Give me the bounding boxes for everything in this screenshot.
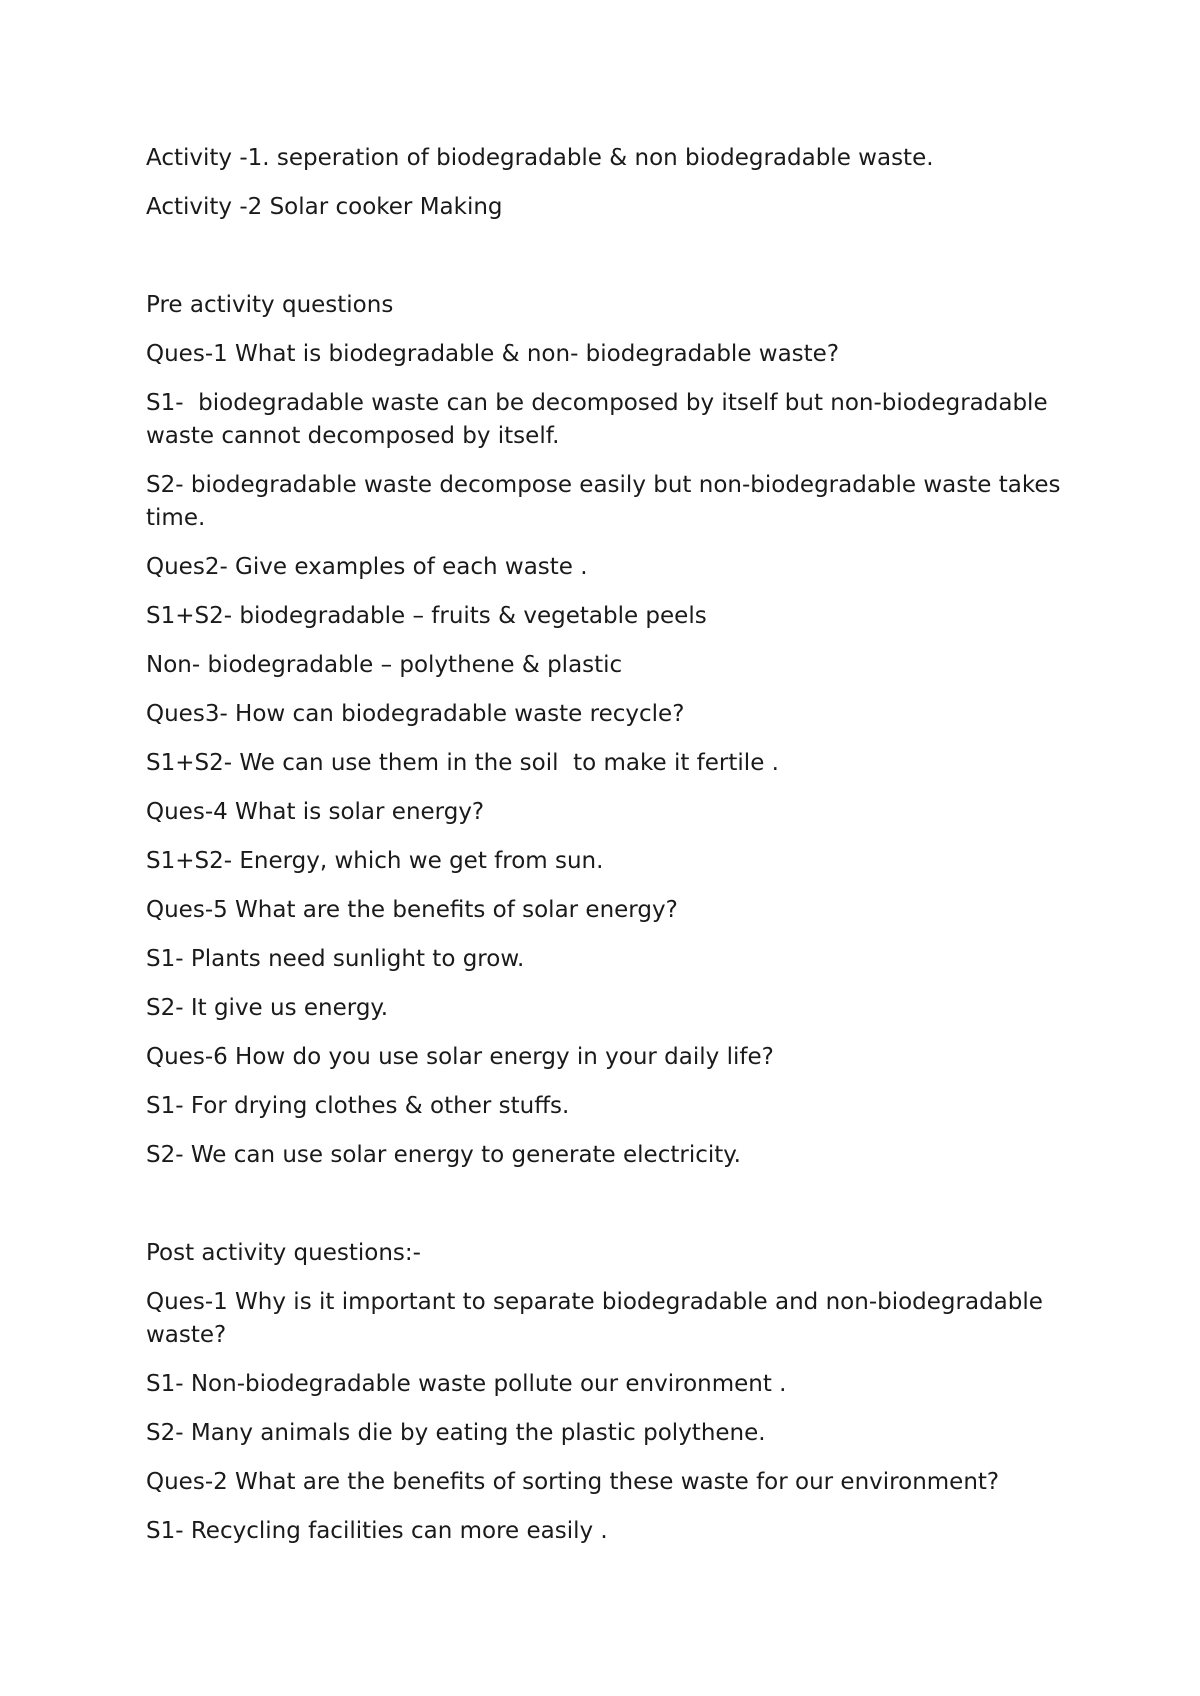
activity-1: Activity -1. seperation of biodegradable & non biodegradable waste. <box>146 145 934 171</box>
pre-q4-s1s2: S1+S2- Energy, which we get from sun. <box>146 848 604 874</box>
pre-q4: Ques-4 What is solar energy? <box>146 799 485 825</box>
pre-q5-s1: S1- Plants need sunlight to grow. <box>146 946 525 972</box>
post-activity-heading: Post activity questions:- <box>146 1240 421 1266</box>
post-q1: Ques-1 Why is it important to separate biodegradable and non-biodegradable waste? <box>146 1289 1051 1348</box>
pre-q2-non-bio: Non- biodegradable – polythene & plastic <box>146 652 623 678</box>
pre-q3-s1s2: S1+S2- We can use them in the soil to make it fertile . <box>146 750 779 776</box>
pre-activity-heading: Pre activity questions <box>146 292 394 318</box>
post-q2: Ques-2 What are the benefits of sorting these waste for our environment? <box>146 1469 1000 1495</box>
pre-q1: Ques-1 What is biodegradable & non- biodegradable waste? <box>146 341 840 367</box>
pre-q6: Ques-6 How do you use solar energy in your daily life? <box>146 1044 774 1070</box>
post-q2-s1: S1- Recycling facilities can more easily . <box>146 1518 608 1544</box>
pre-q5-s2: S2- It give us energy. <box>146 995 389 1021</box>
pre-q6-s1: S1- For drying clothes & other stuffs. <box>146 1093 570 1119</box>
pre-q2-s1s2: S1+S2- biodegradable – fruits & vegetable peels <box>146 603 707 629</box>
post-q1-s1: S1- Non-biodegradable waste pollute our environment . <box>146 1371 787 1397</box>
spacer <box>146 240 1076 289</box>
pre-q1-s2: S2- biodegradable waste decompose easily but non-biodegradable waste takes time. <box>146 472 1068 531</box>
pre-q6-s2: S2- We can use solar energy to generate electricity. <box>146 1142 741 1168</box>
pre-q2: Ques2- Give examples of each waste . <box>146 554 588 580</box>
pre-q5: Ques-5 What are the benefits of solar energy? <box>146 897 678 923</box>
spacer <box>146 1188 1076 1237</box>
pre-q1-s1: S1- biodegradable waste can be decomposed by itself but non-biodegradable waste cannot decomposed by itself. <box>146 390 1055 449</box>
post-q1-s2: S2- Many animals die by eating the plastic polythene. <box>146 1420 766 1446</box>
activity-2: Activity -2 Solar cooker Making <box>146 194 503 220</box>
document-body <box>146 142 1076 1564</box>
pre-q3: Ques3- How can biodegradable waste recycle? <box>146 701 685 727</box>
